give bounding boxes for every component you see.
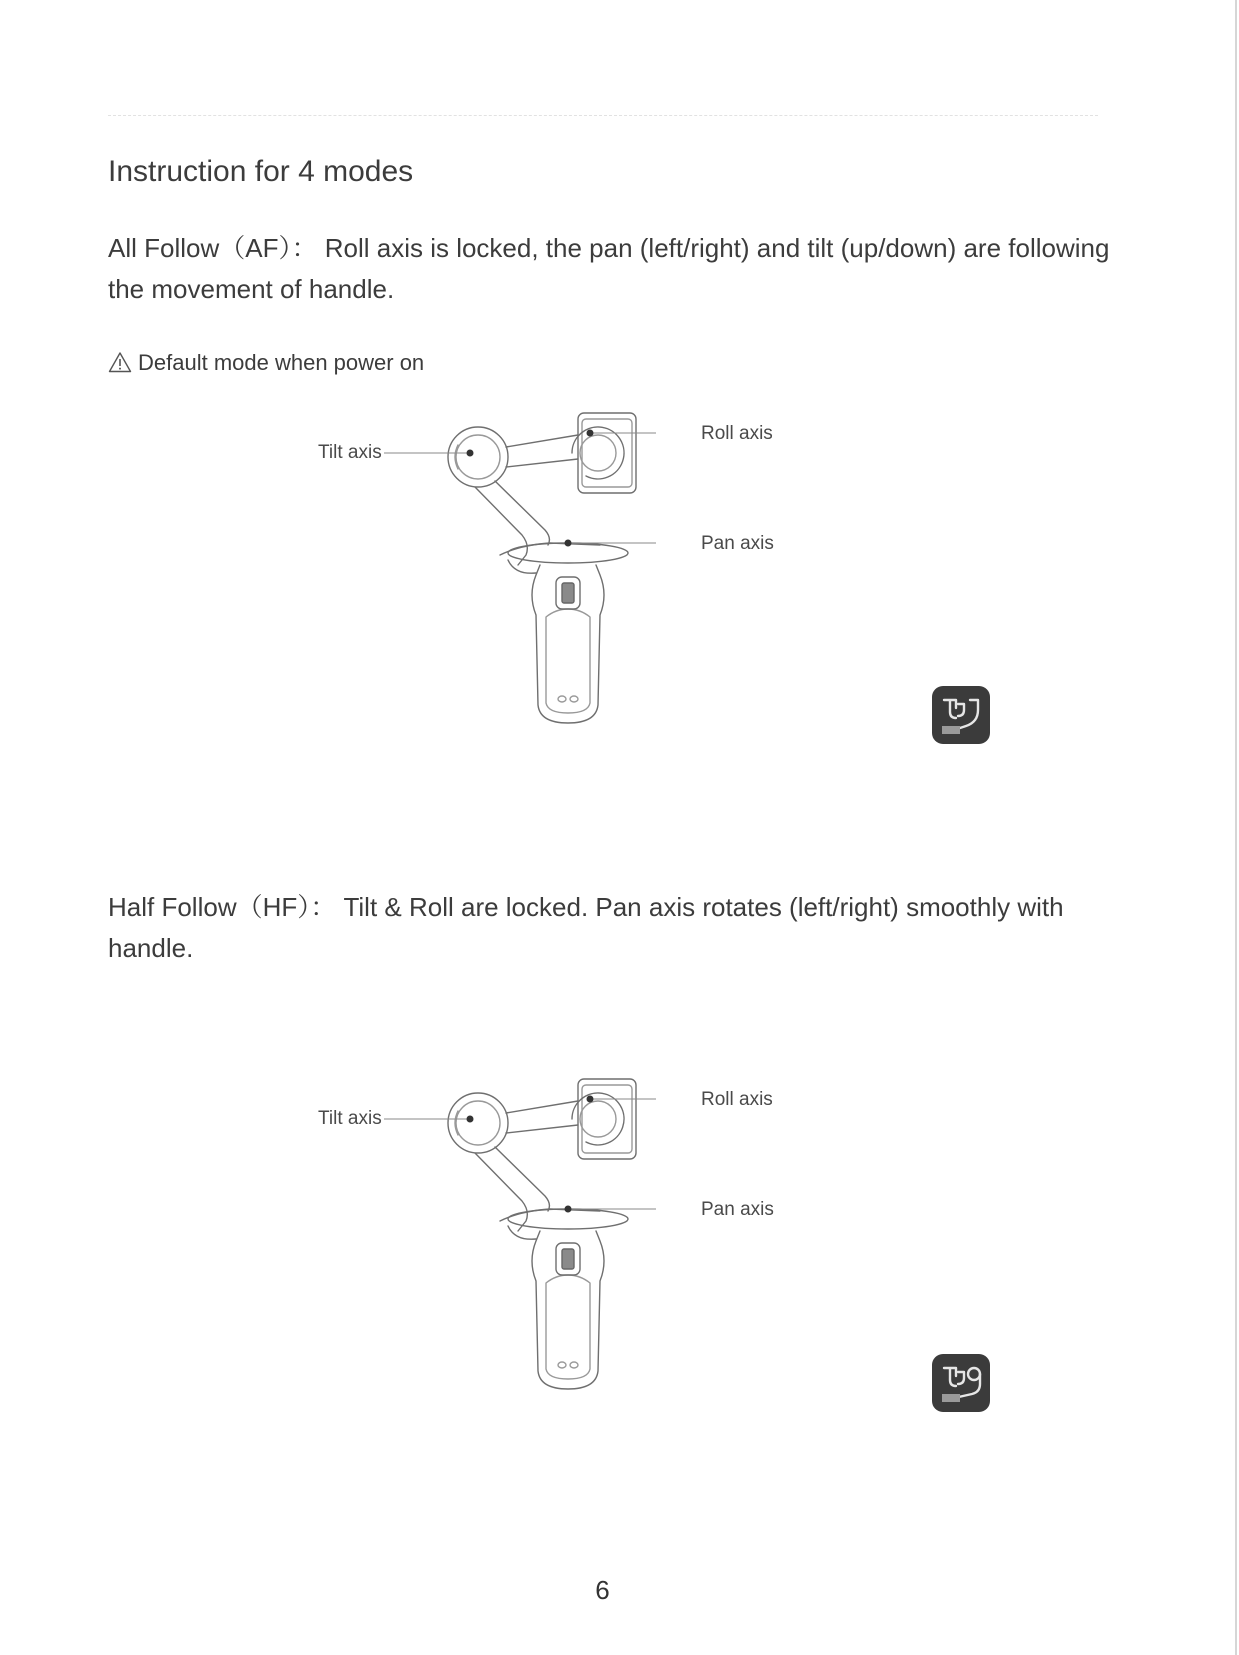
gimbal-diagram-af	[300, 405, 820, 765]
half-follow-description	[108, 887, 1128, 969]
page-number: 6	[595, 1575, 610, 1605]
mode-label: Half Follow（HF）：	[108, 892, 337, 922]
warning-icon	[108, 351, 132, 373]
all-follow-mode-icon	[932, 686, 990, 744]
roll-axis-label: Roll axis	[701, 1089, 773, 1110]
default-mode-note	[108, 350, 424, 376]
page-edge	[1235, 0, 1237, 1655]
header-divider	[108, 115, 1098, 116]
mode-text: Tilt & Roll are locked. Pan axis rotates (left/right) smoothly with handle.	[108, 892, 1064, 963]
gimbal-diagram-hf	[300, 1071, 820, 1431]
roll-axis-label: Roll axis	[701, 423, 773, 444]
pan-axis-label: Pan axis	[701, 533, 774, 554]
mode-label: All Follow（AF）：	[108, 233, 318, 263]
tilt-axis-label: Tilt axis	[318, 442, 382, 463]
pan-axis-label: Pan axis	[701, 1199, 774, 1220]
tilt-axis-label: Tilt axis	[318, 1108, 382, 1129]
half-follow-mode-icon	[932, 1354, 990, 1412]
mode-text: Roll axis is locked, the pan (left/right) and tilt (up/down) are following the movement of handle.	[108, 233, 1110, 304]
note-text: Default mode when power on	[138, 350, 425, 375]
all-follow-description	[108, 228, 1128, 310]
page-title: Instruction for 4 modes	[108, 155, 414, 188]
